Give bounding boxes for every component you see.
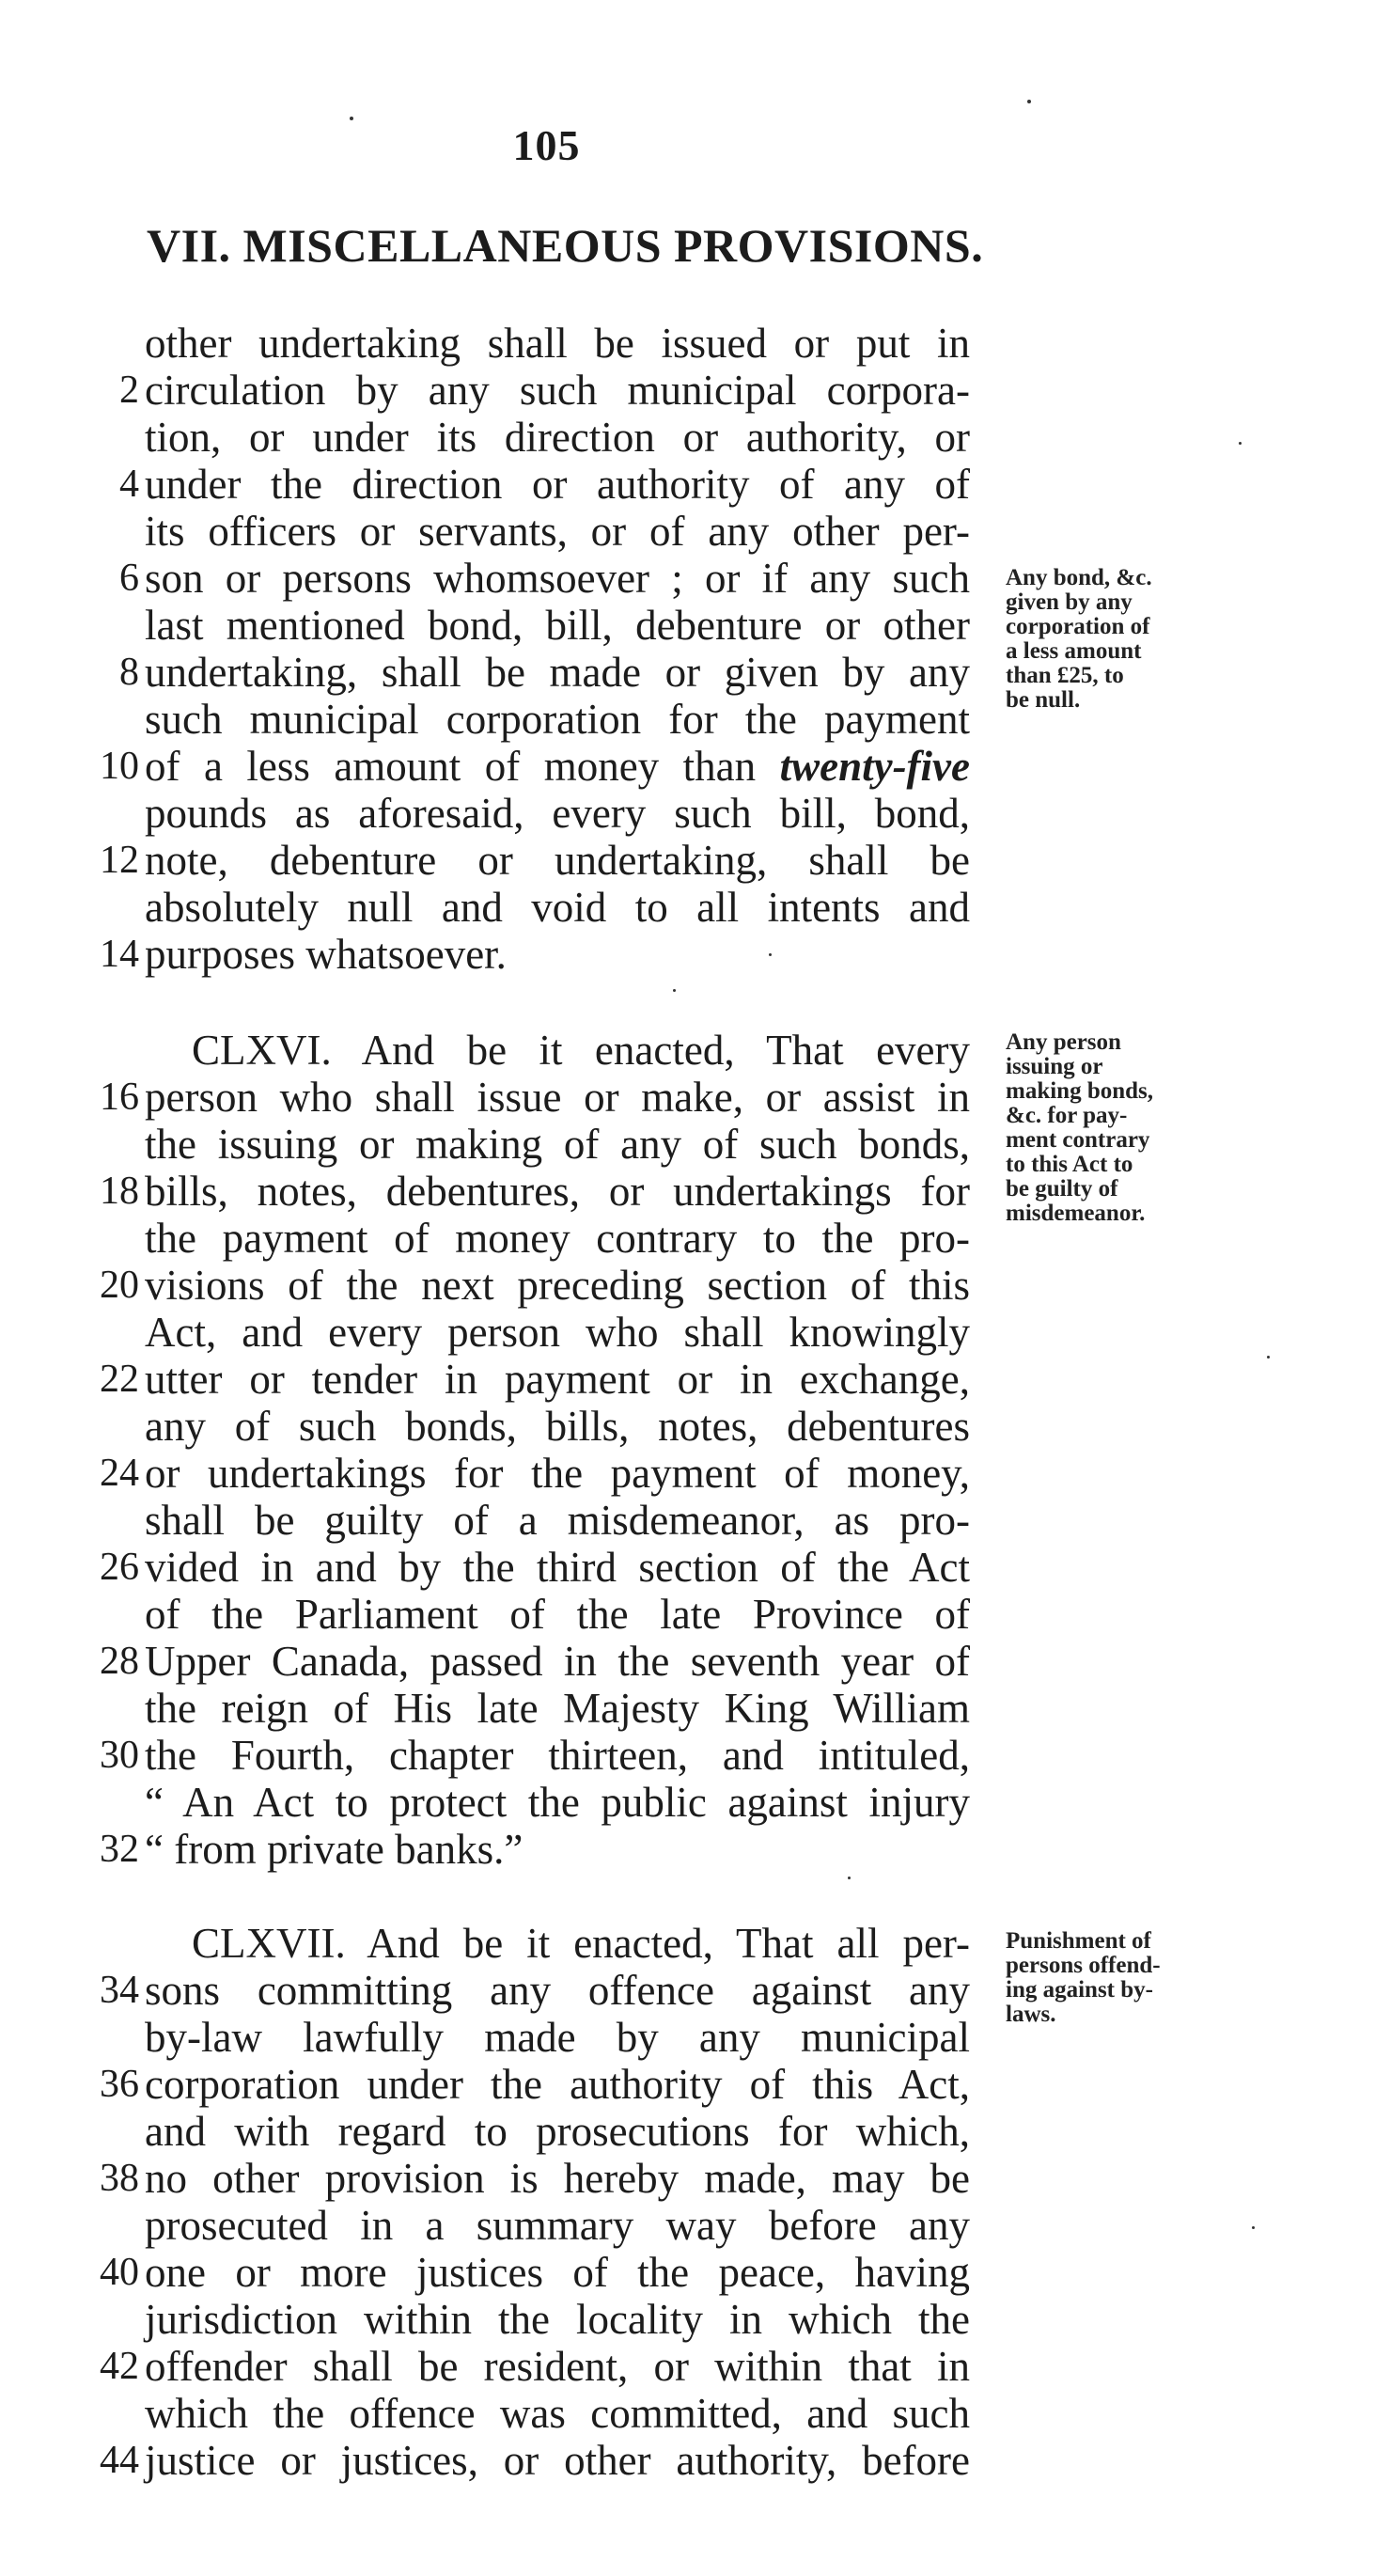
- line-text: and with regard to prosecutions for which,: [145, 2108, 970, 2155]
- margin-note-line: misdemeanor.: [1006, 1201, 1146, 1226]
- line-text: last mentioned bond, bill, debenture or other: [145, 602, 970, 649]
- margin-note-line: making bonds,: [1006, 1078, 1154, 1104]
- line-number: 8: [119, 651, 139, 694]
- text-line: [0, 1403, 1375, 1450]
- line-number: 34: [100, 1969, 139, 2012]
- line-text: any of such bonds, bills, notes, debentures: [145, 1403, 970, 1450]
- margin-note-line: ing against by-: [1006, 1977, 1153, 2003]
- line-number: 4: [119, 463, 139, 506]
- line-text: the payment of money contrary to the pro-: [145, 1215, 970, 1262]
- margin-note-line: ment contrary: [1006, 1127, 1150, 1153]
- line-number: 36: [100, 2063, 139, 2106]
- line-number: 44: [100, 2439, 139, 2482]
- section-heading-line: CLXVI. And be it enacted, That every: [192, 1027, 970, 1074]
- line-number: 42: [100, 2345, 139, 2388]
- line-text: other undertaking shall be issued or put in: [145, 320, 970, 367]
- margin-note-line: laws.: [1006, 2002, 1056, 2027]
- line-text: corporation under the authority of this Act,: [145, 2061, 970, 2108]
- margin-note-line: a less amount: [1006, 638, 1142, 664]
- line-number: 2: [119, 369, 139, 412]
- line-text: offender shall be resident, or within that in: [145, 2343, 970, 2390]
- line-number: 24: [100, 1452, 139, 1495]
- line-text: the issuing or making of any of such bonds,: [145, 1121, 970, 1168]
- text-line: [0, 1497, 1375, 1544]
- margin-note-bylaw-punishment: [1006, 1929, 1208, 2027]
- text-line: [0, 414, 1375, 461]
- line-number: 20: [100, 1264, 139, 1307]
- line-text: [145, 743, 970, 790]
- line-text-italic: twenty-five: [779, 743, 970, 790]
- text-line: [0, 1826, 1375, 1873]
- scan-speck: [673, 989, 676, 992]
- text-line: [0, 1262, 1375, 1309]
- text-line: [0, 1638, 1375, 1685]
- line-number: 14: [100, 933, 139, 976]
- text-line: [0, 2296, 1375, 2343]
- line-text: no other provision is hereby made, may be: [145, 2155, 970, 2202]
- margin-note-bond-null: [1006, 566, 1208, 713]
- line-text: absolutely null and void to all intents and: [145, 884, 970, 931]
- margin-note-line: than £25, to: [1006, 663, 1124, 688]
- text-line: [0, 1779, 1375, 1826]
- line-number: 26: [100, 1546, 139, 1589]
- line-text: person who shall issue or make, or assist in: [145, 1074, 970, 1121]
- line-text: one or more justices of the peace, having: [145, 2249, 970, 2296]
- text-line: [0, 320, 1375, 367]
- line-text: such municipal corporation for the payment: [145, 696, 970, 743]
- text-line: [0, 2202, 1375, 2249]
- text-line: [0, 508, 1375, 555]
- line-text: which the offence was committed, and such: [145, 2390, 970, 2437]
- scan-speck: [1239, 442, 1242, 445]
- line-text: its officers or servants, or of any other per-: [145, 508, 970, 555]
- text-line: [0, 1685, 1375, 1732]
- line-number: 38: [100, 2157, 139, 2200]
- margin-note-line: given by any: [1006, 589, 1133, 615]
- margin-note-misdemeanor: [1006, 1030, 1208, 1226]
- line-number: 12: [100, 839, 139, 882]
- text-line: [0, 1732, 1375, 1779]
- line-text: sons committing any offence against any: [145, 1967, 970, 2014]
- line-text: justice or justices, or other authority, before: [145, 2437, 970, 2484]
- text-line: [0, 884, 1375, 931]
- margin-note-line: corporation of: [1006, 614, 1150, 639]
- line-text: circulation by any such municipal corpora-: [145, 367, 970, 414]
- line-text: tion, or under its direction or authority, or: [145, 414, 970, 461]
- text-line: [0, 2249, 1375, 2296]
- scan-speck: [1252, 2226, 1255, 2229]
- line-number: 16: [100, 1076, 139, 1119]
- text-line: [0, 367, 1375, 414]
- line-text: son or persons whomsoever ; or if any such: [145, 555, 970, 602]
- line-text: pounds as aforesaid, every such bill, bond,: [145, 790, 970, 837]
- text-line: [0, 2108, 1375, 2155]
- text-line: [0, 931, 1375, 978]
- line-number: 10: [100, 745, 139, 788]
- line-number: 18: [100, 1170, 139, 1213]
- line-number: 32: [100, 1828, 139, 1871]
- line-text: undertaking, shall be made or given by any: [145, 649, 970, 696]
- line-text-plain: of a less amount of money than: [145, 743, 780, 790]
- margin-note-line: to this Act to: [1006, 1152, 1133, 1177]
- text-line: [0, 2343, 1375, 2390]
- line-text: or undertakings for the payment of money,: [145, 1450, 970, 1497]
- margin-note-line: be guilty of: [1006, 1176, 1118, 1202]
- line-number: 22: [100, 1358, 139, 1401]
- margin-note-line: persons offend-: [1006, 1953, 1161, 1978]
- line-number: 30: [100, 1734, 139, 1777]
- line-text: prosecuted in a summary way before any: [145, 2202, 970, 2249]
- text-line: [0, 837, 1375, 884]
- running-head: VII. MISCELLANEOUS PROVISIONS.: [147, 219, 984, 272]
- text-line: [0, 1544, 1375, 1591]
- line-text: visions of the next preceding section of this: [145, 1262, 970, 1309]
- text-line: [0, 2390, 1375, 2437]
- text-line: [0, 1356, 1375, 1403]
- text-line: [0, 2155, 1375, 2202]
- line-text: the reign of His late Majesty King William: [145, 1685, 970, 1732]
- line-text: vided in and by the third section of the Act: [145, 1544, 970, 1591]
- text-line: [0, 743, 1375, 790]
- line-text: purposes whatsoever.: [145, 931, 507, 978]
- line-text: the Fourth, chapter thirteen, and intituled,: [145, 1732, 970, 1779]
- line-text: “ An Act to protect the public against injury: [145, 1779, 970, 1826]
- line-text: jurisdiction within the locality in which the: [145, 2296, 970, 2343]
- line-number: 40: [100, 2251, 139, 2294]
- margin-note-line: Punishment of: [1006, 1928, 1151, 1954]
- line-text: Upper Canada, passed in the seventh year of: [145, 1638, 970, 1685]
- line-text: shall be guilty of a misdemeanor, as pro-: [145, 1497, 970, 1544]
- margin-note-line: Any person: [1006, 1029, 1121, 1055]
- line-number: 28: [100, 1640, 139, 1683]
- scan-speck: [350, 117, 353, 120]
- margin-note-line: &c. for pay-: [1006, 1103, 1128, 1128]
- scan-speck: [1267, 1356, 1270, 1359]
- text-line: [0, 1450, 1375, 1497]
- line-text: bills, notes, debentures, or undertakings for: [145, 1168, 970, 1215]
- scan-speck: [769, 953, 772, 956]
- text-line: [0, 461, 1375, 508]
- scan-speck: [1027, 100, 1031, 103]
- text-line: [0, 2061, 1375, 2108]
- text-line: [0, 1591, 1375, 1638]
- line-number: 6: [119, 557, 139, 600]
- text-line: [0, 2437, 1375, 2484]
- line-text: Act, and every person who shall knowingly: [145, 1309, 970, 1356]
- text-line: [0, 790, 1375, 837]
- section-heading-line: CLXVII. And be it enacted, That all per-: [192, 1920, 970, 1967]
- line-text: “ from private banks.”: [145, 1826, 523, 1873]
- line-text: by-law lawfully made by any municipal: [145, 2014, 970, 2061]
- line-text: note, debenture or undertaking, shall be: [145, 837, 970, 884]
- margin-note-line: Any bond, &c.: [1006, 565, 1152, 590]
- scan-speck: [848, 1877, 851, 1879]
- line-text: under the direction or authority of any of: [145, 461, 970, 508]
- margin-note-line: be null.: [1006, 687, 1081, 713]
- line-text: of the Parliament of the late Province of: [145, 1591, 970, 1638]
- line-text: utter or tender in payment or in exchange,: [145, 1356, 970, 1403]
- text-line: [0, 1309, 1375, 1356]
- margin-note-line: issuing or: [1006, 1054, 1103, 1079]
- page-number: 105: [512, 121, 581, 169]
